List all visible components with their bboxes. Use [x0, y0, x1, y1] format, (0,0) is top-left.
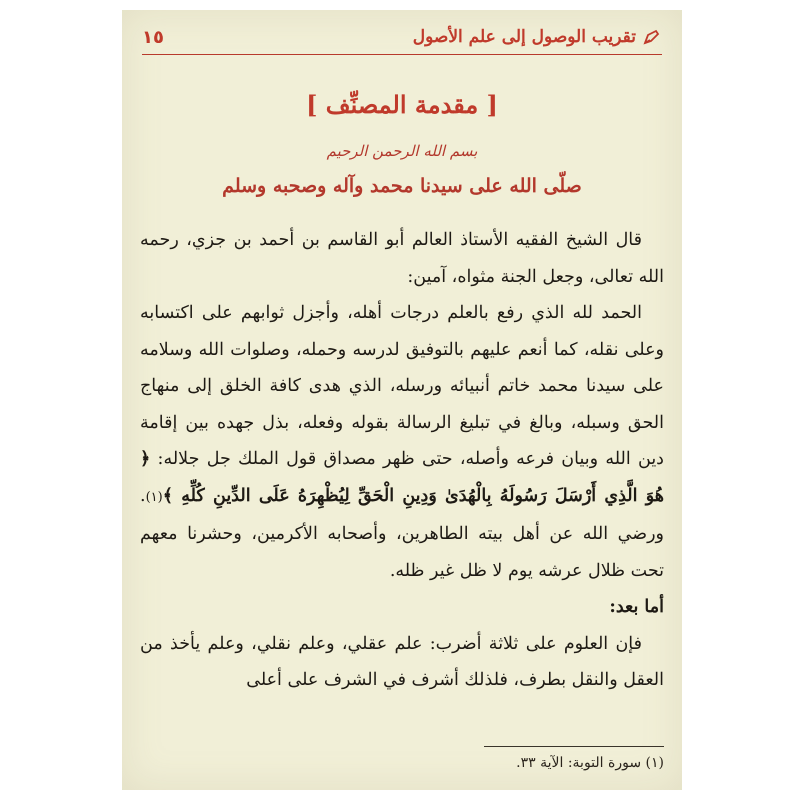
basmala: بسم الله الرحمن الرحيم [326, 142, 478, 160]
page-number: ١٥ [142, 26, 164, 48]
running-title-text: تقريب الوصول إلى علم الأصول [412, 27, 636, 47]
book-page [122, 10, 682, 790]
footnote-divider [484, 746, 664, 747]
sciences-paragraph: فإن العلوم على ثلاثة أضرب: علم عقلي، وعلم نقلي، وعلم يأخذ من العقل والنقل بطرف، فلذلك أشرف في الشرف على أعلى [140, 633, 664, 690]
pen-icon [642, 27, 662, 47]
running-header [142, 22, 662, 52]
praise-text-end: . ورضي الله عن أهل بيته الطاهرين، وأصحابه الأكرمين، وحشرنا معهم تحت ظلال عرشه يوم لا ظل غير ظله. [140, 485, 664, 581]
quran-verse: ﴿ هُوَ الَّذِي أَرْسَلَ رَسُولَهُ بِالْهُدَىٰ وَدِينِ الْحَقِّ لِيُظْهِرَهُ عَلَى الدِّينِ كُلِّهِ ﴾ [140, 449, 664, 506]
header-divider [142, 54, 662, 55]
salutation: صلّى الله على سيدنا محمد وآله وصحبه وسلم [222, 175, 582, 197]
main-text [140, 222, 664, 699]
footnote: (١) سورة التوبة: الآية ٣٣. [516, 755, 664, 771]
intro-paragraph: قال الشيخ الفقيه الأستاذ العالم أبو القاسم بن أحمد بن جزي، رحمه الله تعالى، وجعل الجنة مثواه، آمين: [140, 230, 664, 287]
footnote-marker: (١) [145, 489, 163, 505]
section-title: [ مقدمة المصنِّف ] [306, 90, 498, 119]
praise-paragraph [140, 295, 664, 589]
amma-label: أما بعد: [609, 597, 664, 617]
praise-text: الحمد لله الذي رفع بالعلم درجات أهله، وأجزل ثوابهم على اكتسابه وعلى نقله، كما أنعم عليهم بالتوفيق لدرسه وحمله، وصلوات الله وسلامه على سيدنا محمد خاتم أنبيائه ورسله، الذي هدى كافة الخلق إلى منهاج الحق وسبله، وبالغ في تبليغ الرسالة بقوله وفعله، بذل جهده بين إقامة دين الله وبيان فرعه وأصله، حتى ظهر مصداق قول الملك جل جلاله: [140, 303, 664, 469]
running-title [413, 27, 662, 47]
